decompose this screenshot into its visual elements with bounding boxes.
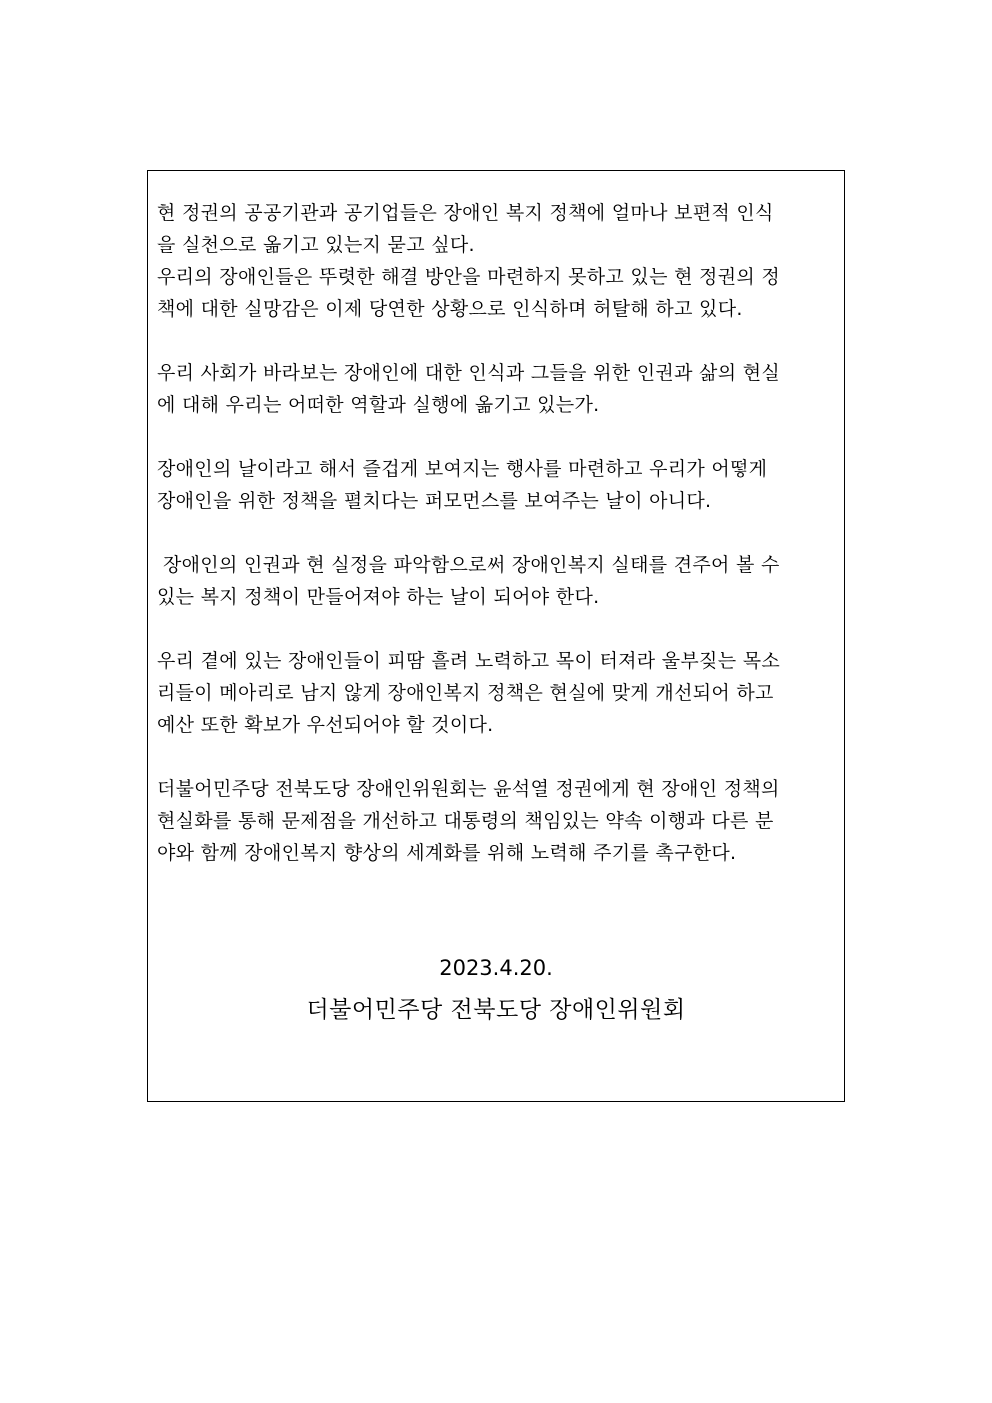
- paragraph-4: [157, 453, 837, 517]
- text-line: 있는 복지 정책이 만들어져야 하는 날이 되어야 한다.: [157, 586, 600, 608]
- text-line: 장애인의 날이라고 해서 즐겁게 보여지는 행사를 마련하고 우리가 어떻게: [157, 458, 768, 480]
- paragraph-3: [157, 357, 837, 421]
- text-line: 장애인의 인권과 현 실정을 파악함으로써 장애인복지 실태를 견주어 볼 수: [163, 554, 780, 576]
- text-line: 책에 대한 실망감은 이제 당연한 상황으로 인식하며 허탈해 하고 있다.: [157, 298, 743, 320]
- text-line: 에 대해 우리는 어떠한 역할과 실행에 옮기고 있는가.: [157, 394, 600, 416]
- paragraph-2: [157, 261, 837, 325]
- text-line: 우리의 장애인들은 뚜렷한 해결 방안을 마련하지 못하고 있는 현 정권의 정: [157, 266, 781, 288]
- text-line: 을 실천으로 옮기고 있는지 묻고 싶다.: [157, 234, 475, 256]
- text-line: 우리 곁에 있는 장애인들이 피땀 흘려 노력하고 목이 터져라 울부짖는 목소: [157, 650, 781, 672]
- paragraph-1: [157, 197, 837, 261]
- organization-name: 더불어민주당 전북도당 장애인위원회: [306, 997, 686, 1023]
- text-line: 현실화를 통해 문제점을 개선하고 대통령의 책임있는 약속 이행과 다른 분: [157, 810, 774, 832]
- paragraph-6: [157, 645, 837, 741]
- statement-body: [157, 197, 837, 901]
- text-line: 장애인을 위한 정책을 펼치다는 퍼모먼스를 보여주는 날이 아니다.: [157, 490, 712, 512]
- text-line: 야와 함께 장애인복지 향상의 세계화를 위해 노력해 주기를 촉구한다.: [157, 842, 737, 864]
- text-line: 더불어민주당 전북도당 장애인위원회는 윤석열 정권에게 현 장애인 정책의: [157, 778, 780, 800]
- paragraph-5: [157, 549, 837, 613]
- statement-date: 2023.4.20.: [439, 956, 553, 980]
- text-line: 현 정권의 공공기관과 공기업들은 장애인 복지 정책에 얼마나 보편적 인식: [157, 202, 774, 224]
- text-line: 예산 또한 확보가 우선되어야 할 것이다.: [157, 714, 494, 736]
- text-line: 리들이 메아리로 남지 않게 장애인복지 정책은 현실에 맞게 개선되어 하고: [157, 682, 774, 704]
- text-line: 우리 사회가 바라보는 장애인에 대한 인식과 그들을 위한 인권과 삶의 현실: [157, 362, 781, 384]
- paragraph-7: [157, 773, 837, 869]
